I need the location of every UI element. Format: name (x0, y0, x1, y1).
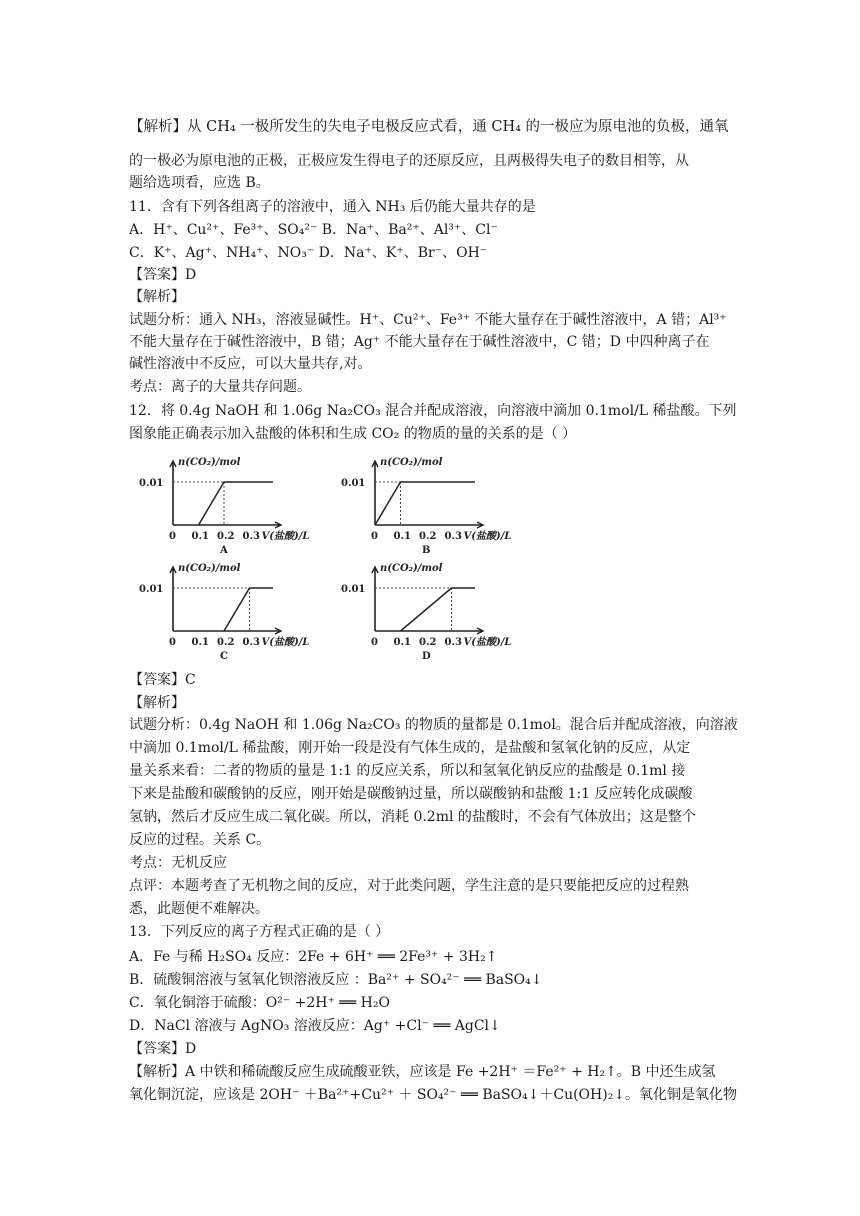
option-row: A．H⁺、Cu²⁺、Fe³⁺、SO₄²⁻ B．Na⁺、Ba²⁺、Al³⁺、Cl⁻ (129, 222, 498, 238)
panel-label: B (422, 545, 431, 556)
text-line: 考点：无机反应 (129, 855, 227, 871)
series-line (375, 482, 475, 525)
text-line: 【解析】从 CH₄ 一极所发生的失电子电极反应式看，通 CH₄ 的一极应为原电池的负极，通氧 (129, 119, 729, 135)
option-row: B．硫酸铜溶液与氢氧化钡溶液反应 ：Ba²⁺ + SO₄²⁻ ══ BaSO₄↓ (129, 972, 543, 988)
option-row: C．氧化铜溶于硫酸：O²⁻ +2H⁺ ══ H₂O (129, 995, 390, 1011)
question-13: 13．下列反应的离子方程式正确的是（ ） (129, 924, 390, 940)
y-axis-label: n(CO₂)/mol (380, 563, 443, 574)
option-row: D．NaCl 溶液与 AgNO₃ 溶液反应：Ag⁺ +Cl⁻ ══ AgCl↓ (129, 1018, 501, 1034)
x-tick-label: 0.2 (419, 637, 437, 648)
x-axis-label: V(盐酸)/L (463, 531, 512, 542)
x-tick-label: 0.2 (217, 637, 235, 648)
x-axis-label: V(盐酸)/L (463, 637, 512, 648)
series-line (224, 588, 273, 631)
series-line (401, 588, 476, 631)
graphs-svg (131, 453, 535, 665)
y-axis-label: n(CO₂)/mol (178, 457, 241, 468)
x-axis-label: V(盐酸)/L (261, 637, 310, 648)
text-line: 中滴加 0.1mol/L 稀盐酸，刚开始一段是没有气体生成的，是盐酸和氢氧化钠的反应，从定 (129, 740, 691, 756)
series-line (199, 482, 274, 525)
x-tick-label: 0.3 (242, 637, 260, 648)
x-axis-label: V(盐酸)/L (261, 531, 310, 542)
text-line: 悉，此题便不难解决。 (129, 901, 269, 917)
x-tick-label: 0.2 (419, 531, 437, 542)
text-line: 的一极必为原电池的正极，正极应发生得电子的还原反应，且两极得失电子的数目相等，从 (129, 153, 689, 169)
question-12: 12．将 0.4g NaOH 和 1.06g Na₂CO₃ 混合并配成溶液，向溶液中滴加 0.1mol/L 稀盐酸。下列 (129, 403, 737, 419)
x-tick-label: 0.2 (217, 531, 235, 542)
x-tick-label: 0.3 (242, 531, 260, 542)
panel-label: A (220, 545, 228, 556)
x-tick-label: 0.3 (444, 531, 462, 542)
panel-label: D (422, 651, 431, 662)
y-tick-label: 0.01 (139, 584, 164, 595)
y-tick-label: 0.01 (139, 478, 164, 489)
text-line: 氧化铜沉淀，应该是 2OH⁻ ＋Ba²⁺+Cu²⁺ ＋ SO₄²⁻ ══ BaSO₄↓＋Cu(OH)₂↓。氧化铜是氧化物 (129, 1087, 738, 1103)
x-tick-label: 0.1 (191, 637, 209, 648)
text-line: 图象能正确表示加入盐酸的体积和生成 CO₂ 的物质的量的关系的是（ ） (129, 426, 577, 442)
answer-label: 【答案】D (129, 267, 197, 283)
x-tick-label: 0.3 (444, 637, 462, 648)
x-tick-label: 0.1 (191, 531, 209, 542)
text-line: 不能大量存在于碱性溶液中，B 错；Ag⁺ 不能大量存在于碱性溶液中，C 错；D 中四种离子在 (129, 334, 710, 350)
analysis-label: 【解析】 (129, 289, 185, 305)
graphs-figure (131, 453, 535, 665)
y-tick-label: 0.01 (341, 584, 366, 595)
x-tick-label: 0.1 (393, 531, 411, 542)
y-tick-label: 0.01 (341, 478, 366, 489)
answer-label: 【答案】C (129, 672, 196, 688)
text-line: 点评：本题考查了无机物之间的反应，对于此类问题，学生注意的是只要能把反应的过程熟 (129, 878, 689, 894)
text-line: 碱性溶液中不反应，可以大量共存,对。 (129, 356, 372, 372)
answer-label: 【答案】D (129, 1041, 197, 1057)
y-axis-label: n(CO₂)/mol (380, 457, 443, 468)
question-11: 11．含有下列各组离子的溶液中，通入 NH₃ 后仍能大量共存的是 (129, 199, 536, 215)
option-row: C．K⁺、Ag⁺、NH₄⁺、NO₃⁻ D．Na⁺、K⁺、Br⁻、OH⁻ (129, 245, 488, 261)
analysis-label: 【解析】 (129, 695, 185, 711)
x-tick-label: 0 (371, 637, 378, 648)
text-line: 试题分析：0.4g NaOH 和 1.06g Na₂CO₃ 的物质的量都是 0.1mol。混合后并配成溶液，向溶液 (129, 717, 738, 733)
x-tick-label: 0 (169, 531, 176, 542)
x-tick-label: 0 (169, 637, 176, 648)
text-line: 试题分析：通入 NH₃，溶液显碱性。H⁺、Cu²⁺、Fe³⁺ 不能大量存在于碱性溶液中，A 错；Al³⁺ (129, 312, 727, 328)
text-line: 考点：离子的大量共存问题。 (129, 379, 311, 395)
text-line: 量关系来看：二者的物质的量是 1:1 的反应关系，所以和氢氧化钠反应的盐酸是 0.1ml 接 (129, 763, 686, 779)
text-line: 氢钠，然后才反应生成二氧化碳。所以，消耗 0.2ml 的盐酸时，不会有气体放出；这是整个 (129, 809, 696, 825)
x-tick-label: 0.1 (393, 637, 411, 648)
text-line: 下来是盐酸和碳酸钠的反应，刚开始是碳酸钠过量，所以碳酸钠和盐酸 1:1 反应转化成碳酸 (129, 786, 693, 802)
y-axis-label: n(CO₂)/mol (178, 563, 241, 574)
text-line: 题给选项看，应选 B。 (129, 175, 270, 191)
text-line: 反应的过程。关系 C。 (129, 832, 271, 848)
text-line: 【解析】A 中铁和稀硫酸反应生成硫酸亚铁，应该是 Fe +2H⁺ ＝Fe²⁺ + H₂↑。B 中还生成氢 (129, 1064, 716, 1080)
panel-label: C (220, 651, 228, 662)
option-row: A．Fe 与稀 H₂SO₄ 反应：2Fe + 6H⁺ ══ 2Fe³⁺ + 3H₂↑ (129, 949, 498, 965)
x-tick-label: 0 (371, 531, 378, 542)
